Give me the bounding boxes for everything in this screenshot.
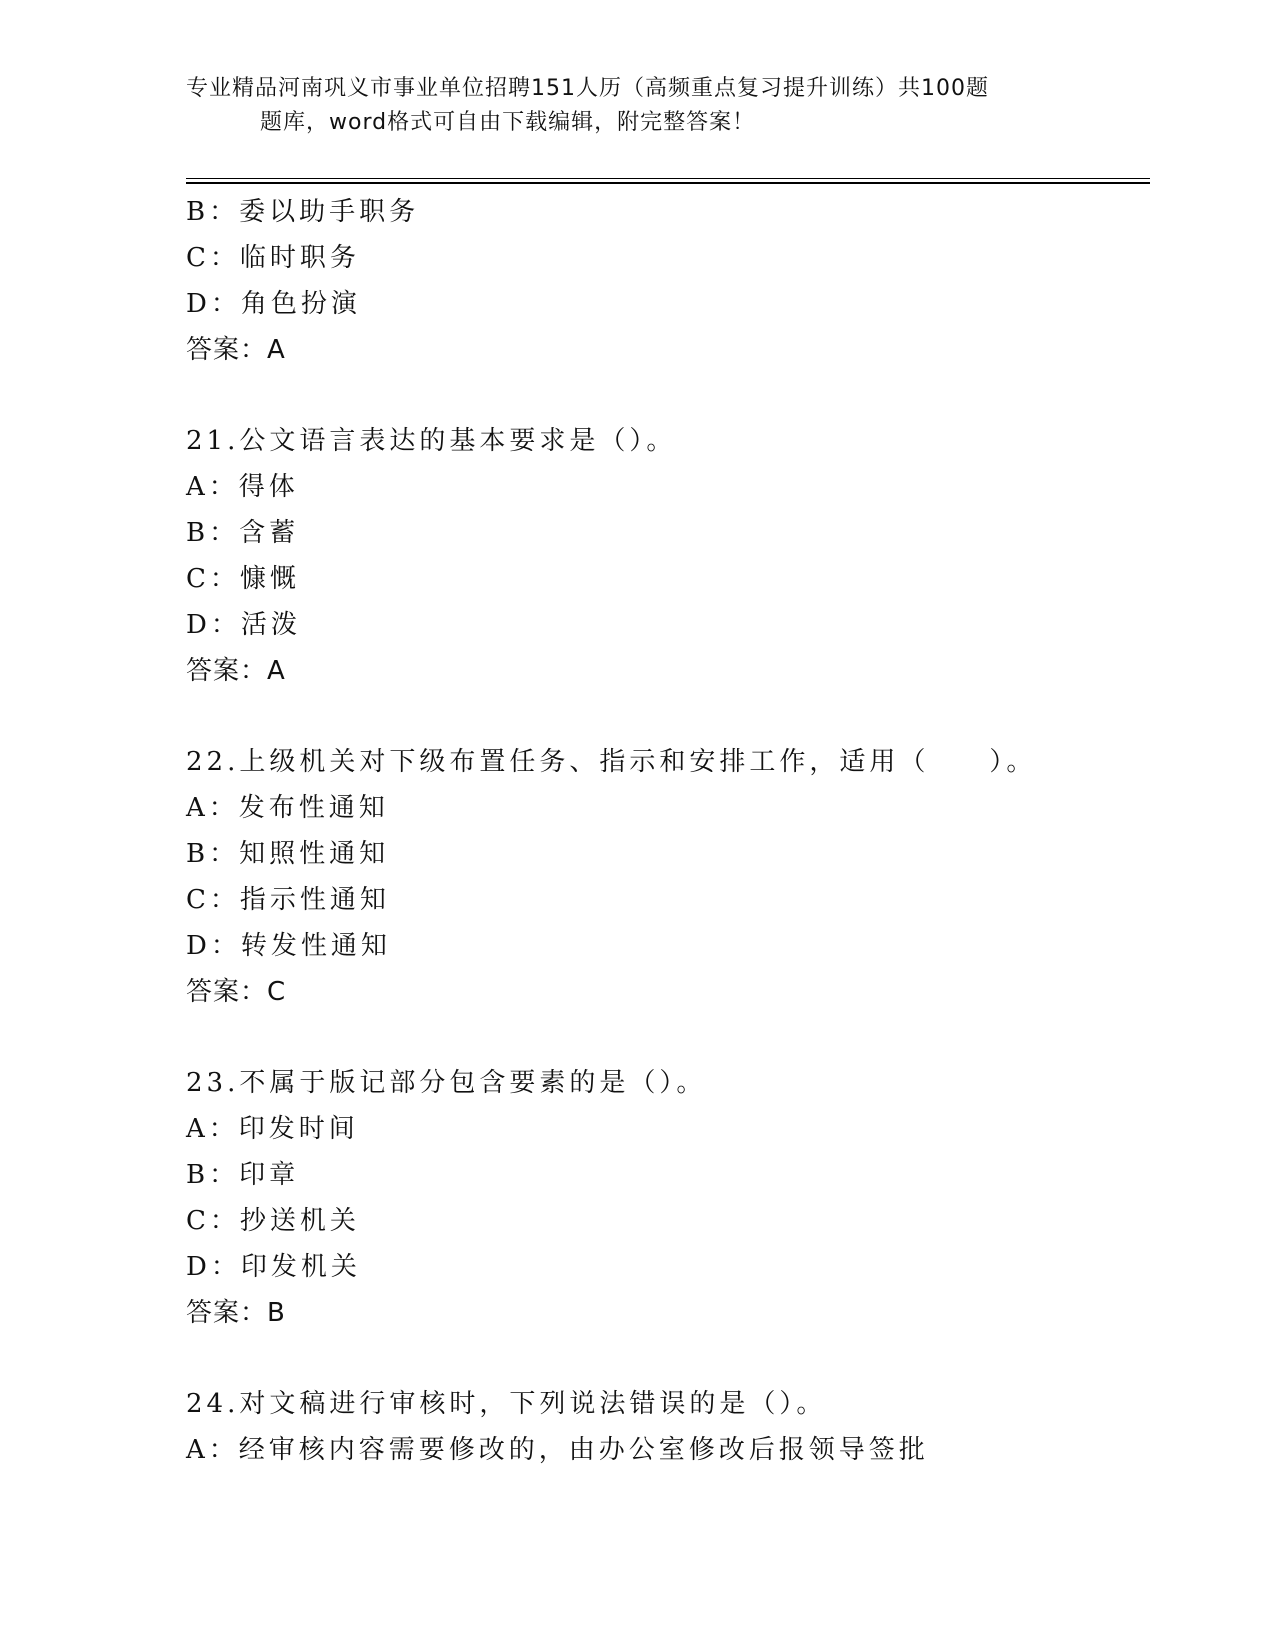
option-line: C：慷慨 (186, 564, 300, 594)
header-title-line-2: 题库，word格式可自由下载编辑，附完整答案！ (260, 110, 756, 135)
option-line: B：含蓄 (186, 518, 300, 548)
header-rule-thin (186, 178, 1150, 179)
question-line: 23.不属于版记部分包含要素的是（）。 (186, 1068, 707, 1098)
option-line: D：角色扮演 (186, 289, 361, 319)
question-line: 21.公文语言表达的基本要求是（）。 (186, 426, 677, 456)
answer-line: 答案：A (186, 656, 286, 686)
header-title-line-1: 专业精品河南巩义市事业单位招聘151人历（高频重点复习提升训练）共100题 (186, 76, 989, 101)
option-line: A：发布性通知 (186, 793, 389, 823)
spacer (186, 694, 1146, 739)
option-line: C：临时职务 (186, 243, 360, 273)
option-line: A：印发时间 (186, 1114, 359, 1144)
answer-line: 答案：C (186, 977, 287, 1007)
option-line: C：抄送机关 (186, 1206, 360, 1236)
header-rule-thick (186, 182, 1150, 184)
answer-line: 答案：B (186, 1298, 286, 1328)
option-line: A：经审核内容需要修改的，由办公室修改后报领导签批 (186, 1435, 929, 1465)
option-line: B：印章 (186, 1160, 300, 1190)
option-line: D：活泼 (186, 610, 301, 640)
spacer (186, 373, 1146, 418)
option-line: B：委以助手职务 (186, 197, 420, 227)
question-line: 24.对文稿进行审核时，下列说法错误的是（）。 (186, 1389, 827, 1419)
document-header (186, 72, 1066, 140)
answer-line: 答案：A (186, 335, 286, 365)
question-line: 22.上级机关对下级布置任务、指示和安排工作，适用（ ）。 (186, 747, 1037, 777)
spacer (186, 1015, 1146, 1060)
option-line: D：转发性通知 (186, 931, 391, 961)
spacer (186, 1336, 1146, 1381)
option-line: C：指示性通知 (186, 885, 390, 915)
option-line: A：得体 (186, 472, 299, 502)
option-line: D：印发机关 (186, 1252, 361, 1282)
option-line: B：知照性通知 (186, 839, 390, 869)
question-content (186, 189, 1146, 1473)
